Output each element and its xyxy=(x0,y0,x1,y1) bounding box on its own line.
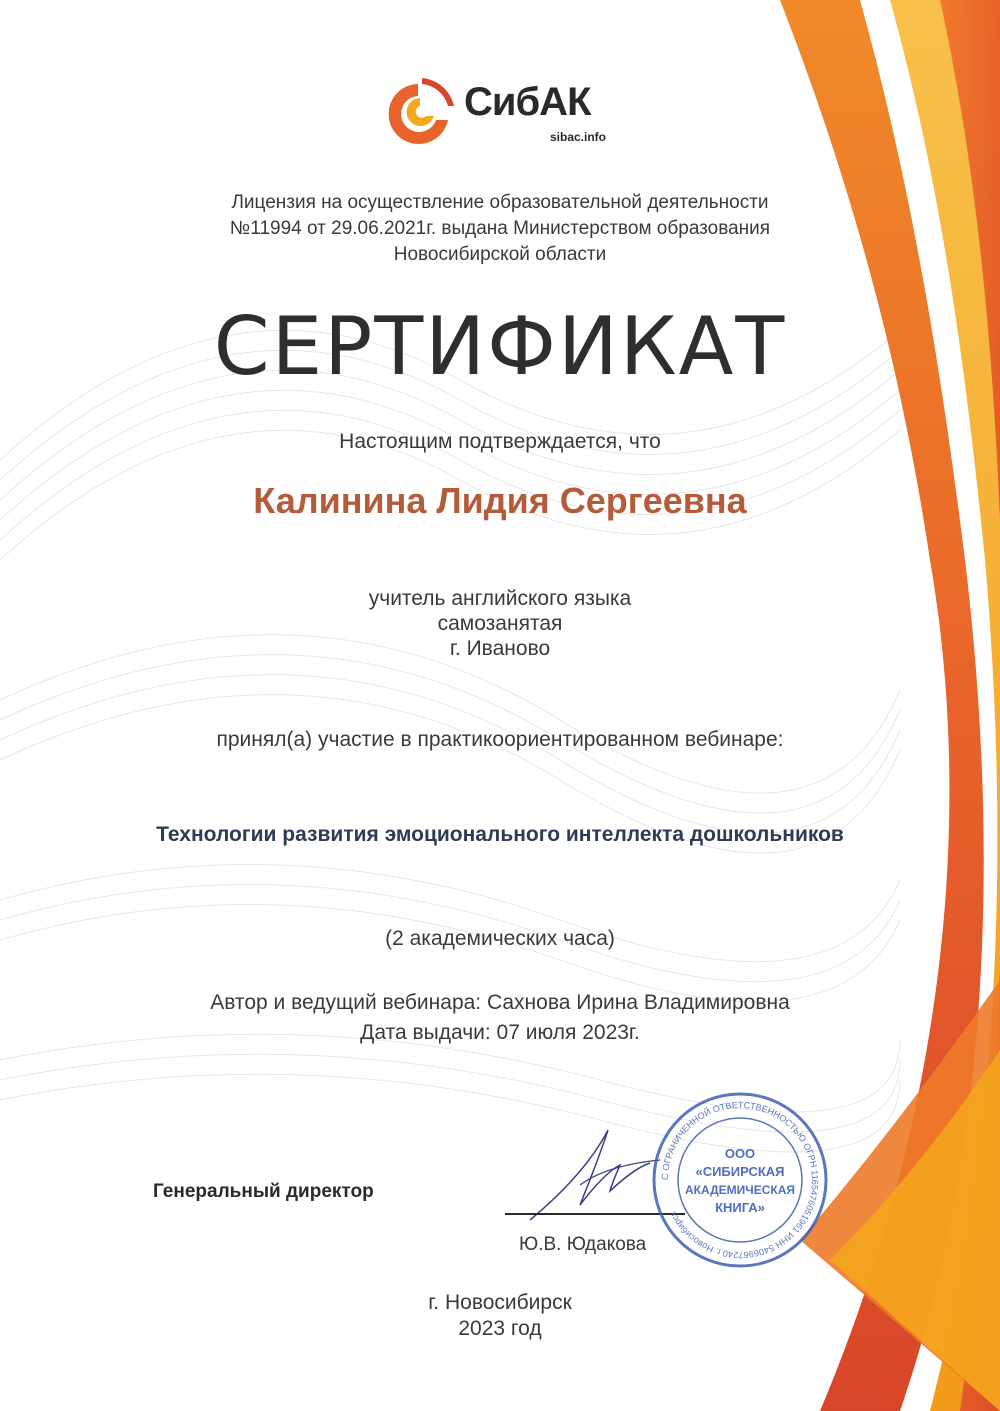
svg-text:«СИБИРСКАЯ: «СИБИРСКАЯ xyxy=(695,1164,785,1179)
svg-text:ООО: ООО xyxy=(724,1146,756,1161)
company-stamp xyxy=(650,1090,830,1270)
confirm-text: Настоящим подтверждается, что xyxy=(339,430,661,453)
logo-wordmark: СибАК xyxy=(464,80,591,124)
webinar-title: Технологии развития эмоционального интеллекта дошкольников xyxy=(156,823,844,846)
issue-date: Дата выдачи: 07 июля 2023г. xyxy=(360,1021,640,1044)
participation-text: принял(а) участие в практикоориентированном вебинаре: xyxy=(216,728,784,751)
license-text xyxy=(0,190,1000,268)
recipient-city: г. Иваново xyxy=(449,637,551,660)
svg-text:С ОГРАНИЧЕННОЙ ОТВЕТСТВЕННОСТЬ: С ОГРАНИЧЕННОЙ ОТВЕТСТВЕННОСТЬЮ ОГРН 1165476051961 ИНН 5406967240 г. Новосибирск xyxy=(659,1099,821,1261)
footer-city: г. Новосибирск xyxy=(428,1291,572,1314)
signer-name: Ю.В. Юдакова xyxy=(519,1234,647,1255)
webinar-author: Автор и ведущий вебинара: Сахнова Ирина Владимировна xyxy=(210,991,790,1014)
license-line: Лицензия на осуществление образовательной деятельности xyxy=(231,192,769,213)
recipient-info xyxy=(0,586,1000,661)
sibak-logo xyxy=(378,78,638,148)
webinar-details xyxy=(0,988,1000,1048)
academic-hours: (2 академических часа) xyxy=(385,927,615,950)
handwritten-signature xyxy=(520,1125,670,1225)
svg-text:КНИГА»: КНИГА» xyxy=(715,1200,765,1215)
footer xyxy=(0,1290,1000,1342)
logo-site: sibac.info xyxy=(550,130,607,144)
sibak-logo-icon xyxy=(378,78,454,148)
recipient-position: учитель английского языка xyxy=(368,587,632,610)
footer-year: 2023 год xyxy=(458,1317,542,1340)
license-line: №11994 от 29.06.2021г. выдана Министерством образования xyxy=(229,218,771,239)
recipient-name: Калинина Лидия Сергеевна xyxy=(253,480,747,521)
recipient-status: самозанятая xyxy=(437,612,563,635)
license-line: Новосибирской области xyxy=(393,244,607,265)
certificate-title: СЕРТИФИКАТ xyxy=(213,300,787,393)
svg-text:АКАДЕМИЧЕСКАЯ: АКАДЕМИЧЕСКАЯ xyxy=(685,1183,795,1197)
signer-position: Генеральный директор xyxy=(153,1181,374,1202)
